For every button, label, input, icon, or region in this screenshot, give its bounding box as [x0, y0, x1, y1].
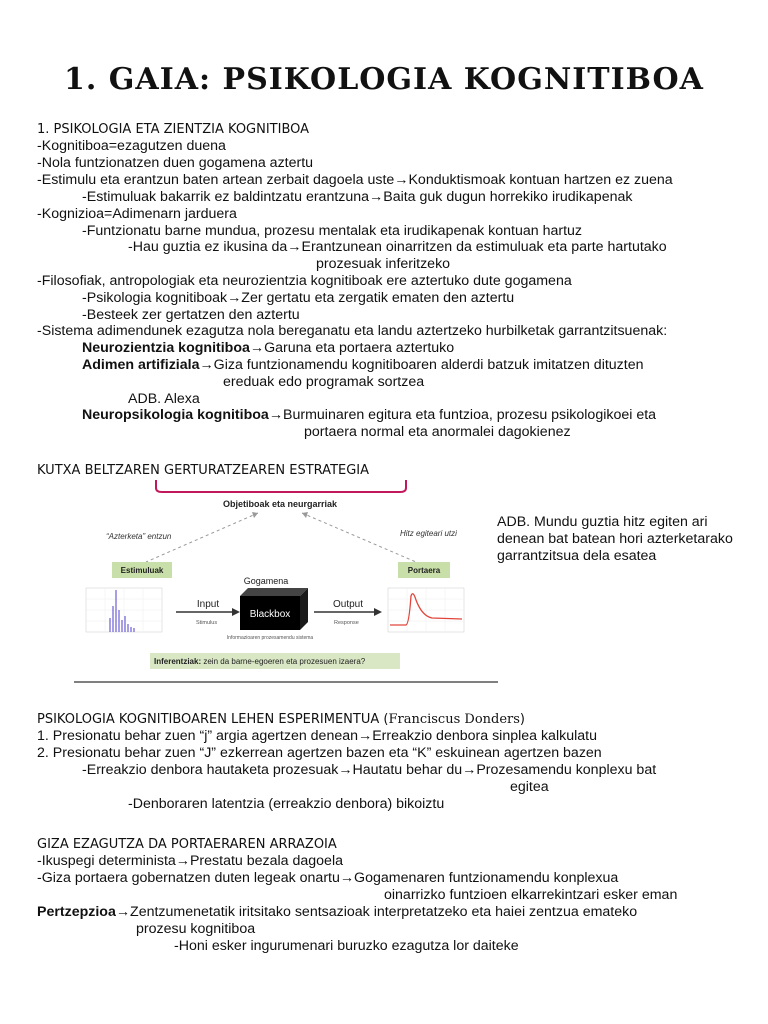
- diagram-top-label: Objetiboak eta neurgarriak: [222, 499, 338, 509]
- section1-line: -Estimulu eta erantzun baten artean zerbait dagoela uste→Konduktismoak kontuan hartzen ez zuena: [37, 172, 673, 188]
- section1-line: ereduak edo programak sortzea: [223, 374, 425, 390]
- estimuluak-label: Estimuluak: [120, 566, 164, 575]
- section3-heading-text: PSIKOLOGIA KOGNITIBOAREN LEHEN ESPERIMENTUA (: [37, 712, 389, 727]
- stimulus-label: Stimulus: [196, 620, 218, 626]
- section1-line: -Hau guztia ez ikusina da→Erantzunean oinarritzen da estimuluak eta parte hartutako: [128, 239, 667, 255]
- section1-line: -Funtzionatu barne mundua, prozesu mentalak eta irudikapenak kontuan hartuz: [82, 223, 583, 239]
- example-note: ADB. Mundu guztia hitz egiten ari denean bat batean hori azterketarako garrantzitsua dela esatea: [497, 514, 733, 564]
- response-chart: [388, 588, 464, 632]
- section4-line: oinarrizko funtzioen elkarrekintzari esker eman: [384, 887, 678, 903]
- arrowhead-icon: [252, 512, 258, 518]
- inferential-label: Inferentziak: zein da barne-egoeren eta prozesuen izaera?: [154, 657, 366, 666]
- term-definition: →Giza funtzionamendu kognitiboaren alderdi batzuk imitatzen dituzten: [199, 357, 644, 373]
- section1-line: ADB. Alexa: [128, 391, 200, 407]
- section4-line: -Giza portaera gobernatzen duten legeak onartu→Gogamenaren funtzionamendu konplexua: [37, 870, 619, 886]
- section4-heading: GIZA EZAGUTZA DA PORTAERAREN ARRAZOIA: [37, 837, 337, 852]
- dashed-arrow-right: [302, 513, 416, 562]
- section2-heading: KUTXA BELTZAREN GERTURATZEAREN ESTRATEGIA: [37, 463, 370, 478]
- term-definition: →Zentzumenetatik iritsitako sentsazioak interpretatzeko eta haiei zentzua emateko: [115, 904, 638, 920]
- section1-line: portaera normal eta anormalei dagokienez: [304, 424, 571, 440]
- section1-line: -Nola funtzionatzen duen gogamena aztertu: [37, 155, 314, 171]
- section3-line: 1. Presionatu behar zuen “j” argia agertzen denean→Erreakzio denbora sinplea kalkulatu: [37, 728, 597, 744]
- arrowhead-icon: [232, 608, 240, 616]
- stimulus-chart: [86, 588, 162, 632]
- author-name: Franciscus Donders: [388, 712, 520, 727]
- arrowhead-icon: [374, 608, 382, 616]
- section1-line: -Estimuluak bakarrik ez baldintzatu erantzuna→Baita guk dugun horrekiko irudikapenak: [82, 189, 633, 205]
- section4-line: prozesu kognitiboa: [136, 921, 256, 937]
- output-label: Output: [332, 599, 364, 610]
- arrowhead-icon: [302, 512, 308, 518]
- right-caption: Hitz egiteari utzi: [400, 529, 457, 538]
- term-line: [37, 904, 637, 921]
- section3-line: 2. Presionatu behar zuen “J” ezkerrean agertzen bazen eta “K” eskuinean agertzen bazen: [37, 745, 602, 761]
- section3-line: -Denboraren latentzia (erreakzio denbora) bikoiztu: [128, 796, 445, 812]
- term-line: [82, 407, 656, 424]
- blackbox-diagram: [70, 478, 500, 688]
- section1-line: -Kognitiboa=ezagutzen duena: [37, 138, 226, 154]
- section3-heading-close: ): [519, 712, 525, 727]
- blackbox-top: [240, 588, 308, 596]
- term-name: Adimen artifiziala: [82, 357, 200, 373]
- page-title: 1. GAIA: PSIKOLOGIA KOGNITIBOA: [64, 62, 704, 97]
- info-system-label: Informazioaren prozesamendu sistema: [226, 635, 314, 641]
- section1-heading: 1. PSIKOLOGIA ETA ZIENTZIA KOGNITIBOA: [37, 122, 310, 137]
- left-caption: “Azterketa” entzun: [106, 532, 172, 541]
- section3-line: -Erreakzio denbora hautaketa prozesuak→Hautatu behar du→Prozesamendu konplexu bat: [82, 762, 657, 778]
- section1-line: -Sistema adimendunek ezagutza nola bereganatu eta landu aztertzeko hurbilketak garrantzitsuenak:: [37, 323, 668, 339]
- portaera-label: Portaera: [407, 566, 441, 575]
- term-definition: →Burmuinaren egitura eta funtzioa, prozesu psikologikoei eta: [268, 407, 657, 423]
- response-label: Response: [334, 620, 359, 626]
- arch-bracket: [156, 480, 406, 492]
- section1-line: -Besteek zer gertatzen den aztertu: [82, 307, 300, 323]
- section1-line: -Psikologia kognitiboak→Zer gertatu eta zergatik ematen den aztertu: [82, 290, 515, 306]
- input-label: Input: [196, 599, 220, 610]
- section4-line: -Honi esker ingurumenari buruzko ezagutza lor daiteke: [174, 938, 519, 954]
- term-line: [82, 357, 644, 374]
- section4-line: -Ikuspegi determinista→Prestatu bezala dagoela: [37, 853, 343, 869]
- section3-heading: [37, 711, 525, 728]
- section1-line: -Kognizioa=Adimenarn jarduera: [37, 206, 237, 222]
- section1-line: -Filosofiak, antropologiak eta neurozientzia kognitiboak ere aztertuko dute gogamena: [37, 273, 572, 289]
- term-name: Neuropsikologia kognitiboa: [82, 407, 269, 423]
- term-name: Neurozientzia kognitiboa: [82, 340, 250, 356]
- blackbox-label: Blackbox: [249, 609, 291, 620]
- section1-line: prozesuak inferitzeko: [316, 256, 451, 272]
- term-line: [82, 340, 454, 357]
- term-definition: →Garuna eta portaera aztertuko: [249, 340, 455, 356]
- term-name: Pertzepzioa: [37, 904, 116, 920]
- gogamena-label: Gogamena: [243, 576, 289, 586]
- section3-line: egitea: [510, 779, 549, 795]
